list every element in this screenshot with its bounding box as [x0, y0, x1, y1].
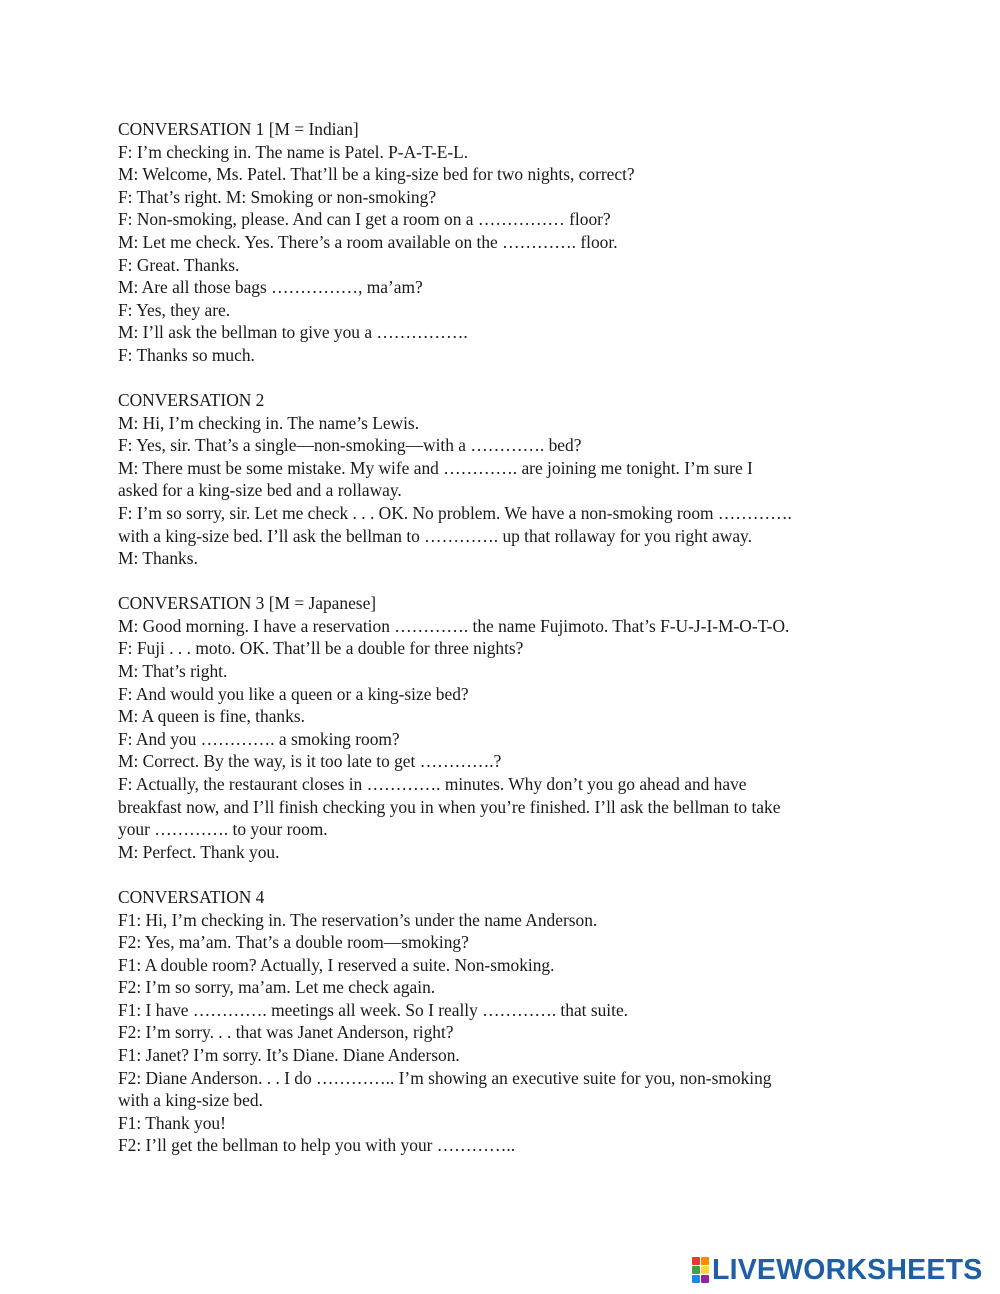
dialogue-line: F: Non-smoking, please. And can I get a room on a …………… floor? [118, 209, 611, 230]
dialogue-line: M: Thanks. [118, 548, 198, 569]
dialogue-line: F: And you …………. a smoking room? [118, 728, 400, 749]
dialogue-line: M: Perfect. Thank you. [118, 841, 280, 862]
conversation-title: CONVERSATION 2 [118, 390, 265, 411]
dialogue-line: breakfast now, and I’ll finish checking you in when you’re finished. I’ll ask the bellman to take [118, 796, 781, 817]
dialogue-line: F: Great. Thanks. [118, 254, 240, 275]
dialogue-line: F: Thanks so much. [118, 344, 255, 365]
dialogue-line: F2: I’m so sorry, ma’am. Let me check again. [118, 977, 436, 998]
dialogue-line: F2: I’m sorry. . . that was Janet Anderson, right? [118, 1022, 454, 1043]
dialogue-line: F: Yes, sir. That’s a single—non-smoking—with a …………. bed? [118, 435, 582, 456]
logo-block [701, 1257, 709, 1265]
worksheet-body [118, 118, 918, 1180]
dialogue-line: F1: Thank you! [118, 1112, 226, 1133]
liveworksheets-logo-icon [692, 1257, 709, 1283]
dialogue-line: M: That’s right. [118, 661, 228, 682]
dialogue-line: F2: Yes, ma’am. That’s a double room—smoking? [118, 932, 469, 953]
dialogue-line: M: Hi, I’m checking in. The name’s Lewis. [118, 412, 420, 433]
dialogue-line: M: Are all those bags ……………, ma’am? [118, 277, 423, 298]
conversation-1 [118, 118, 918, 367]
dialogue-line: M: Let me check. Yes. There’s a room available on the …………. floor. [118, 231, 618, 252]
liveworksheets-logo [692, 1254, 982, 1286]
conversation-title: CONVERSATION 1 [M = Indian] [118, 119, 359, 139]
dialogue-line: F2: I’ll get the bellman to help you with your ………….. [118, 1135, 516, 1156]
dialogue-line: M: A queen is fine, thanks. [118, 706, 305, 727]
dialogue-line: F1: A double room? Actually, I reserved a suite. Non-smoking. [118, 954, 555, 975]
dialogue-line: F: That’s right. M: Smoking or non-smoking? [118, 186, 437, 207]
dialogue-line: M: Good morning. I have a reservation …………. the name Fujimoto. That’s F-U-J-I-M-O-T-O. [118, 615, 790, 636]
conversation-4 [118, 886, 918, 1157]
conversation-title: CONVERSATION 3 [M = Japanese] [118, 593, 377, 614]
dialogue-line: M: I’ll ask the bellman to give you a ……………. [118, 322, 468, 343]
dialogue-line: your …………. to your room. [118, 819, 328, 840]
logo-block [692, 1275, 700, 1283]
logo-block [701, 1266, 709, 1274]
dialogue-line: F: Actually, the restaurant closes in …………. minutes. Why don’t you go ahead and have [118, 774, 747, 795]
dialogue-line: F1: I have …………. meetings all week. So I really …………. that suite. [118, 999, 629, 1020]
conversation-3 [118, 592, 918, 863]
dialogue-line: with a king-size bed. I’ll ask the bellman to …………. up that rollaway for you right away. [118, 525, 752, 546]
logo-block [692, 1266, 700, 1274]
dialogue-line: with a king-size bed. [118, 1090, 263, 1111]
dialogue-line: F: And would you like a queen or a king-size bed? [118, 683, 469, 704]
dialogue-line: M: There must be some mistake. My wife and …………. are joining me tonight. I’m sure I [118, 457, 753, 478]
conversation-2 [118, 389, 918, 570]
dialogue-line: F: I’m so sorry, sir. Let me check . . . OK. No problem. We have a non-smoking room …………. [118, 503, 792, 523]
dialogue-line: F: I’m checking in. The name is Patel. P-A-T-E-L. [118, 141, 469, 162]
dialogue-line: F: Yes, they are. [118, 299, 231, 320]
dialogue-line: F2: Diane Anderson. . . I do ………….. I’m showing an executive suite for you, non-smoking [118, 1067, 772, 1088]
dialogue-line: F1: Janet? I’m sorry. It’s Diane. Diane Anderson. [118, 1045, 460, 1066]
dialogue-line: asked for a king-size bed and a rollaway. [118, 480, 402, 501]
logo-block [692, 1257, 700, 1265]
logo-wordmark: LIVEWORKSHEETS [712, 1254, 983, 1286]
logo-block [701, 1275, 709, 1283]
dialogue-line: F1: Hi, I’m checking in. The reservation’s under the name Anderson. [118, 909, 598, 930]
dialogue-line: M: Correct. By the way, is it too late to get ………….? [118, 751, 502, 772]
dialogue-line: F: Fuji . . . moto. OK. That’ll be a double for three nights? [118, 638, 524, 659]
conversation-title: CONVERSATION 4 [118, 886, 265, 907]
dialogue-line: M: Welcome, Ms. Patel. That’ll be a king-size bed for two nights, correct? [118, 164, 635, 185]
